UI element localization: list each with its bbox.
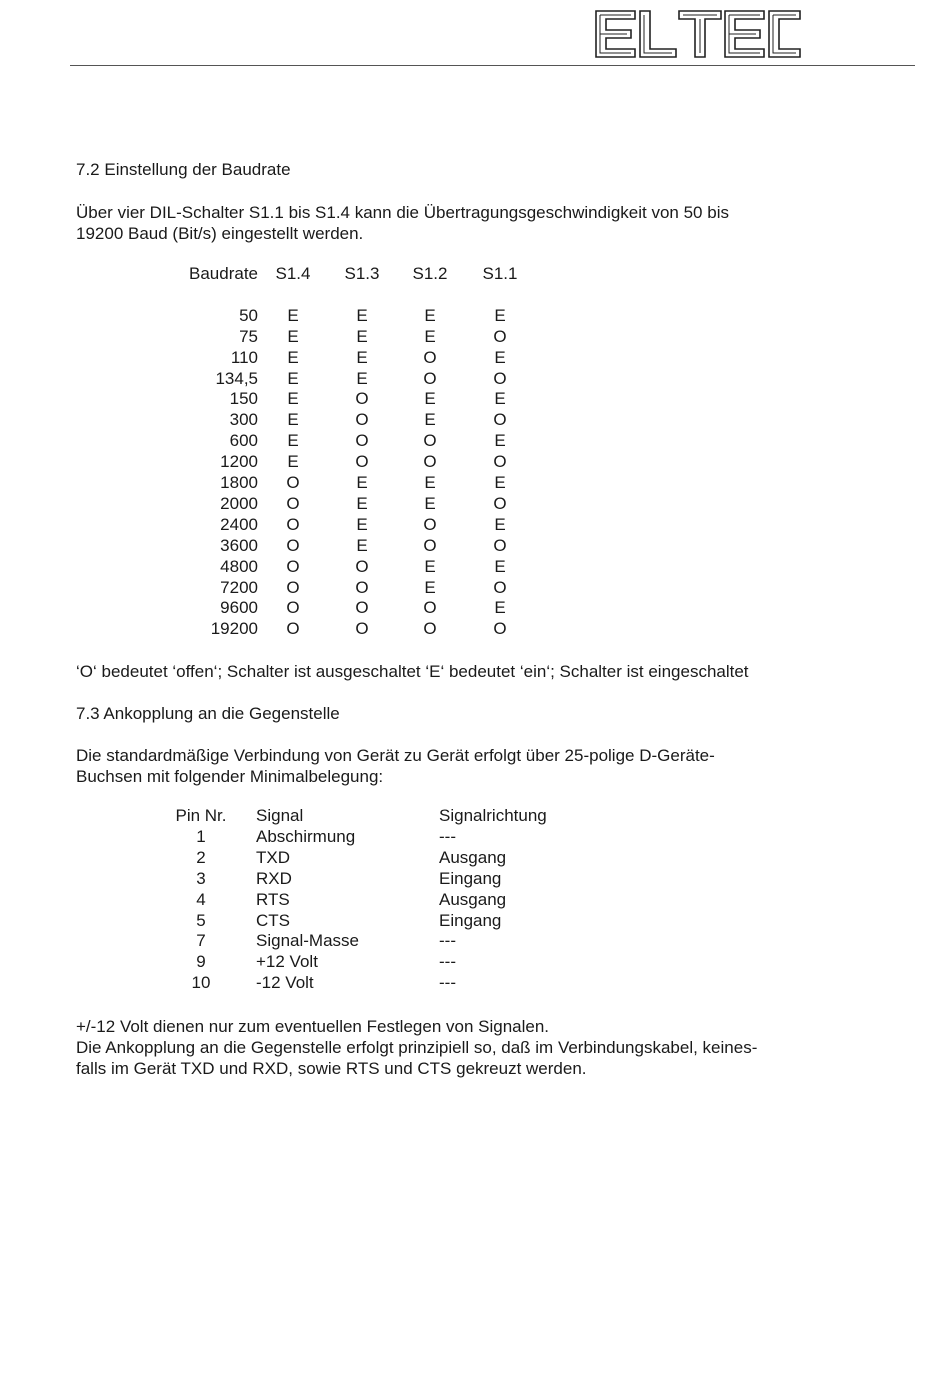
switch-state: O — [423, 535, 437, 555]
baudrate-row — [178, 494, 536, 515]
switch-state: O — [286, 619, 300, 639]
baudrate-value: 134,5 — [215, 368, 258, 388]
switch-state: E — [287, 452, 299, 472]
header-pin-nr: Pin Nr. — [175, 806, 227, 825]
switch-state: E — [494, 514, 506, 534]
switch-state: O — [355, 389, 369, 409]
signal-name: Abschirmung — [256, 826, 356, 846]
switch-state: E — [287, 347, 299, 367]
signal-direction: Ausgang — [439, 889, 507, 909]
header-s1-3: S1.3 — [344, 264, 380, 283]
signal-name: +12 Volt — [256, 952, 318, 972]
switch-state: E — [356, 347, 368, 367]
switch-state: O — [286, 473, 300, 493]
baudrate-row — [178, 348, 536, 369]
header-s1-4: S1.4 — [275, 264, 311, 283]
switch-state: O — [355, 452, 369, 472]
switch-state: O — [355, 598, 369, 618]
baudrate-value: 1800 — [220, 473, 258, 493]
baudrate-value: 50 — [239, 305, 258, 325]
pin-number: 10 — [191, 973, 211, 993]
baudrate-row — [178, 578, 536, 599]
signal-name: RTS — [256, 889, 290, 909]
pin-number: 5 — [196, 910, 206, 930]
signal-direction: --- — [439, 931, 456, 951]
pin-row — [168, 952, 599, 973]
section-7-3-para-line-1: Die standardmäßige Verbindung von Gerät zu Gerät erfolgt über 25-polige D-Geräte- — [76, 746, 715, 765]
baudrate-table — [178, 264, 536, 640]
pin-number: 9 — [196, 952, 206, 972]
signal-name: -12 Volt — [256, 973, 314, 993]
signal-direction: --- — [439, 952, 456, 972]
note-line-2: Die Ankopplung an die Gegenstelle erfolgt prinzipiell so, daß im Verbindungskabel, keines- — [76, 1038, 758, 1057]
baudrate-row — [178, 452, 536, 473]
switch-state: E — [356, 305, 368, 325]
switch-state: O — [355, 556, 369, 576]
baudrate-value: 150 — [229, 389, 258, 409]
switch-state: E — [424, 473, 436, 493]
switch-state: E — [287, 305, 299, 325]
pin-row — [168, 827, 599, 848]
eltec-logo — [593, 8, 803, 60]
switch-state: E — [356, 535, 368, 555]
baudrate-value: 9600 — [220, 598, 258, 618]
switch-state: O — [355, 619, 369, 639]
baudrate-row — [178, 619, 536, 640]
switch-state: O — [286, 493, 300, 513]
switch-state: E — [287, 431, 299, 451]
baudrate-table-header — [178, 264, 536, 285]
baudrate-value: 7200 — [220, 577, 258, 597]
switch-state: E — [287, 410, 299, 430]
baudrate-value: 600 — [229, 431, 258, 451]
signal-name: Signal-Masse — [256, 931, 359, 951]
baudrate-row — [178, 431, 536, 452]
switch-state: O — [423, 514, 437, 534]
signal-direction: Eingang — [439, 868, 502, 888]
switch-state: E — [494, 389, 506, 409]
switch-state: E — [356, 493, 368, 513]
signal-direction: Ausgang — [439, 847, 507, 867]
baudrate-value: 300 — [229, 410, 258, 430]
pin-number: 3 — [196, 868, 206, 888]
baudrate-row — [178, 473, 536, 494]
switch-state: E — [424, 410, 436, 430]
header-s1-1: S1.1 — [482, 264, 518, 283]
switch-state: O — [286, 598, 300, 618]
switch-state: E — [494, 305, 506, 325]
switch-state: O — [355, 431, 369, 451]
switch-state: O — [423, 452, 437, 472]
baudrate-value: 2400 — [220, 514, 258, 534]
switch-state: O — [423, 598, 437, 618]
signal-name: CTS — [256, 910, 290, 930]
pin-row — [168, 890, 599, 911]
switch-state: O — [355, 410, 369, 430]
switch-state: O — [423, 347, 437, 367]
switch-state: E — [494, 431, 506, 451]
signal-name: RXD — [256, 868, 292, 888]
section-7-2-para-line-2: 19200 Baud (Bit/s) eingestellt werden. — [76, 224, 364, 243]
switch-state: E — [424, 389, 436, 409]
header-signal: Signal — [256, 806, 304, 825]
pin-table-header — [168, 806, 599, 827]
note-line-3: falls im Gerät TXD und RXD, sowie RTS und CTS gekreuzt werden. — [76, 1059, 587, 1078]
switch-state: O — [493, 326, 507, 346]
pin-number: 7 — [196, 931, 206, 951]
signal-direction: Eingang — [439, 910, 502, 930]
switch-state: E — [287, 368, 299, 388]
switch-state: E — [494, 347, 506, 367]
switch-state: E — [424, 305, 436, 325]
switch-state: E — [424, 556, 436, 576]
switch-state: O — [493, 452, 507, 472]
switch-state: O — [286, 514, 300, 534]
switch-state: O — [286, 556, 300, 576]
switch-state: E — [424, 326, 436, 346]
header-rule — [70, 65, 915, 66]
section-7-3-title: 7.3 Ankopplung an die Gegenstelle — [76, 704, 340, 723]
baudrate-value: 110 — [230, 347, 258, 367]
section-7-2-para-line-1: Über vier DIL-Schalter S1.1 bis S1.4 kann die Übertragungsgeschwindigkeit von 50 bis — [76, 203, 729, 222]
signal-name: TXD — [256, 847, 290, 867]
pin-number: 4 — [196, 889, 206, 909]
baudrate-value: 4800 — [220, 556, 258, 576]
switch-state: E — [287, 326, 299, 346]
switch-state: O — [493, 577, 507, 597]
signal-direction: --- — [439, 973, 456, 993]
switch-state: E — [356, 514, 368, 534]
pin-row — [168, 869, 599, 890]
baudrate-row — [178, 598, 536, 619]
switch-state: E — [287, 389, 299, 409]
switch-state: E — [356, 326, 368, 346]
note-line-1: +/-12 Volt dienen nur zum eventuellen Festlegen von Signalen. — [76, 1017, 550, 1036]
baudrate-row — [178, 557, 536, 578]
switch-state: E — [356, 473, 368, 493]
switch-state: E — [494, 598, 506, 618]
header-signalrichtung: Signalrichtung — [439, 806, 547, 825]
switch-legend: ‘O‘ bedeutet ‘offen‘; Schalter ist ausgeschaltet ‘E‘ bedeutet ‘ein‘; Schalter ist eingeschaltet — [76, 662, 749, 681]
switch-state: O — [286, 535, 300, 555]
baudrate-row — [178, 410, 536, 431]
pin-row — [168, 848, 599, 869]
switch-state: O — [423, 431, 437, 451]
section-7-2-title: 7.2 Einstellung der Baudrate — [76, 160, 291, 179]
switch-state: E — [494, 556, 506, 576]
switch-state: E — [424, 493, 436, 513]
pin-row — [168, 973, 599, 994]
baudrate-row — [178, 389, 536, 410]
pin-row — [168, 911, 599, 932]
section-7-3-para-line-2: Buchsen mit folgender Minimalbelegung: — [76, 767, 384, 786]
baudrate-row — [178, 327, 536, 348]
pin-assignment-table — [168, 806, 599, 994]
pin-number: 2 — [196, 847, 206, 867]
baudrate-row — [178, 306, 536, 327]
baudrate-value: 19200 — [210, 619, 258, 639]
signal-direction: --- — [439, 826, 456, 846]
baudrate-row — [178, 515, 536, 536]
switch-state: O — [493, 619, 507, 639]
pin-number: 1 — [196, 826, 206, 846]
switch-state: O — [355, 577, 369, 597]
baudrate-value: 3600 — [220, 535, 258, 555]
switch-state: O — [423, 619, 437, 639]
switch-state: E — [424, 577, 436, 597]
switch-state: O — [286, 577, 300, 597]
baudrate-row — [178, 536, 536, 557]
pin-row — [168, 931, 599, 952]
baudrate-row — [178, 369, 536, 390]
switch-state: O — [423, 368, 437, 388]
baudrate-value: 1200 — [220, 452, 258, 472]
baudrate-value: 2000 — [220, 493, 258, 513]
switch-state: O — [493, 410, 507, 430]
header-baudrate: Baudrate — [189, 264, 258, 283]
header-s1-2: S1.2 — [412, 264, 448, 283]
switch-state: O — [493, 368, 507, 388]
baudrate-value: 75 — [239, 326, 258, 346]
switch-state: O — [493, 535, 507, 555]
switch-state: O — [493, 493, 507, 513]
switch-state: E — [494, 473, 506, 493]
switch-state: E — [356, 368, 368, 388]
